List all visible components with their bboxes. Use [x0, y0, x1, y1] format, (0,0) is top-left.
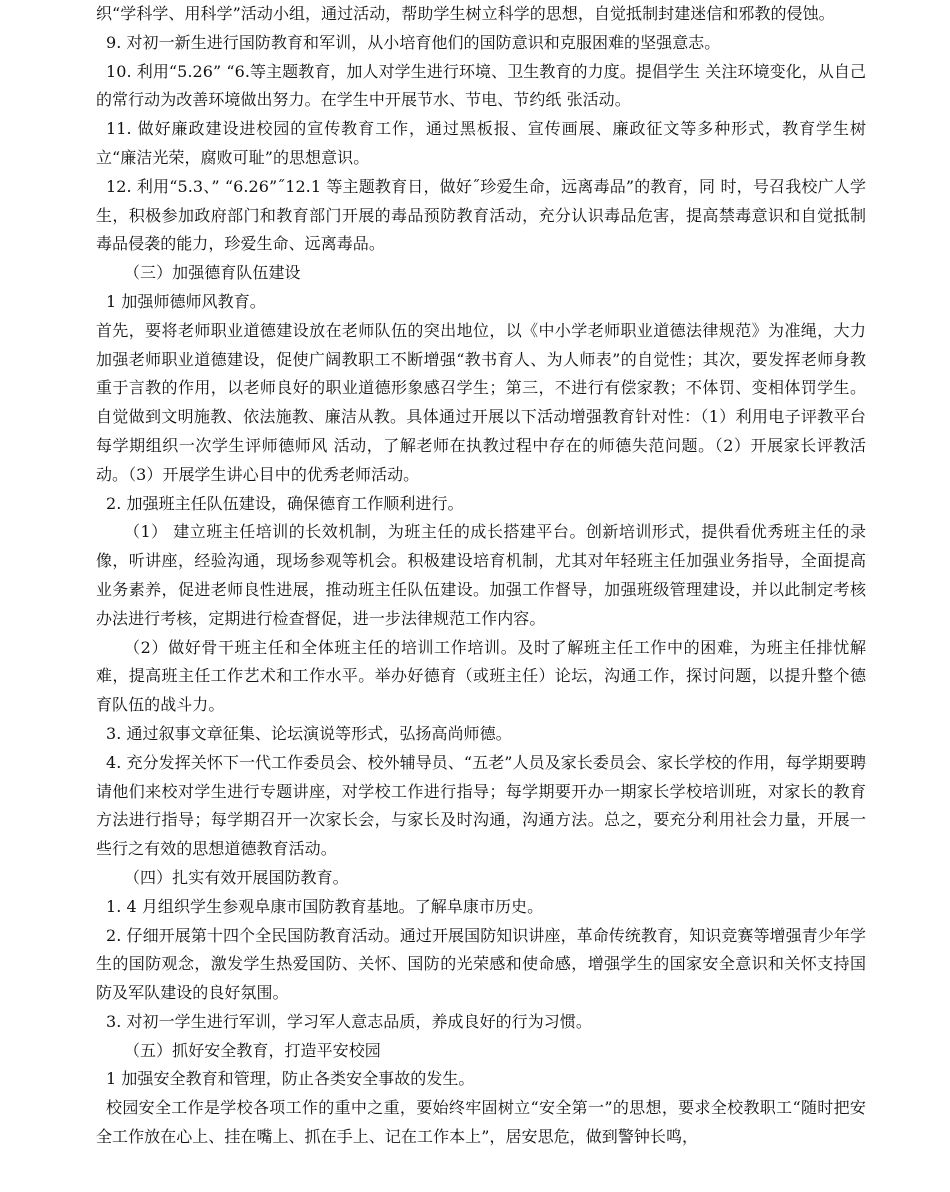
- section-heading: （四）扎实有效开展国防教育。: [124, 867, 349, 887]
- paragraph: 1 加强师德师风教育。: [106, 291, 266, 311]
- paragraph: 3. 通过叙事文章征集、论坛演说等形式，弘扬高尚师德。: [106, 723, 512, 743]
- paragraph: 4. 充分发挥关怀下一代工作委员会、校外辅导员、“五老”人员及家长委员会、家长学校的作用，每学期要聘请他们来校对学生进行专题讲座，对学校工作进行指导；每学期要开办一期家长学校培训班，对家长的教育方法进行指导；每学期召开一次家长会，与家长及时沟通，沟通方法。总之，要充分利用社会力量，开展一些行之有效的思想道德教育活动。: [96, 752, 866, 859]
- paragraph: 1. 4 月组织学生参观阜康市国防教育基地。了解阜康市历史。: [106, 896, 544, 916]
- section-heading: （五）抓好安全教育，打造平安校园: [124, 1040, 381, 1060]
- paragraph: 织“学科学、用科学”活动小组，通过活动，帮助学生树立科学的思想，自觉抵制封建迷信和邪教的侵蚀。: [96, 4, 835, 23]
- paragraph: 3. 对初一学生进行军训，学习军人意志品质，养成良好的行为习惯。: [106, 1011, 592, 1031]
- document-page: [96, 0, 866, 1152]
- paragraph: 12. 利用“5.3、” “6.26”˝12.1 等主题教育日，做好˝珍爱生命，远离毒品”的教育，同 时，号召我校广人学生，积极参加政府部门和教育部门开展的毒品预防教育活动，充分认识毒品危害，提高禁毒意识和自觉抵制毒品侵袭的能力，珍爱生命、远离毒品。: [96, 176, 866, 254]
- paragraph: 首先，要将老师职业道德建设放在老师队伍的突出地位，以《中小学老师职业道德法律规范》为准绳，大力加强老师职业道德建设，促使广阔教职工不断增强“教书育人、为人师表”的自觉性；其次，要发挥老师身教重于言教的作用，以老师良好的职业道德形象感召学生；第三，不进行有偿家教；不体罚、变相体罚学生。自觉做到文明施教、依法施教、廉洁从教。具体通过开展以下活动增强教育针对性：（1）利用电子评教平台每学期组织一次学生评师德师风 活动，了解老师在执教过程中存在的师德失范问题。（2）开展家长评教活动。（3）开展学生讲心目中的优秀老师活动。: [96, 320, 866, 484]
- paragraph: 1 加强安全教育和管理，防止各类安全事故的发生。: [106, 1069, 475, 1089]
- paragraph: 10. 利用“5.26” “6.等主题教育，加人对学生进行环境、卫生教育的力度。提倡学生 关注环境变化，从自己的常行动为改善环境做出努力。在学生中开展节水、节电、节约纸 张活动。: [96, 61, 866, 110]
- paragraph: 2. 加强班主任队伍建设，确保德育工作顺利进行。: [106, 493, 464, 513]
- paragraph: 校园安全工作是学校各项工作的重中之重，要始终牢固树立“安全第一”的思想，要求全校教职工“随时把安全工作放在心上、挂在嘴上、抓在手上、记在工作本上”，居安思危，做到警钟长鸣，: [96, 1098, 866, 1147]
- paragraph: （1） 建立班主任培训的长效机制，为班主任的成长搭建平台。创新培训形式，提供看优秀班主任的录像，听讲座，经验沟通，现场参观等机会。积极建设培育机制，尤其对年轻班主任加强业务指导，全面提高业务素养，促进老师良性进展，推动班主任队伍建设。加强工作督导，加强班级管理建设，并以此制定考核办法进行考核，定期进行检查督促，进一步法律规范工作内容。: [96, 522, 866, 628]
- paragraph: 11. 做好廉政建设进校园的宣传教育工作，通过黑板报、宣传画展、廉政征文等多种形式，教育学生树立“廉洁光荣，腐败可耻”的思想意识。: [96, 119, 866, 167]
- paragraph: （2）做好骨干班主任和全体班主任的培训工作培训。及时了解班主任工作中的困难，为班主任排忧解难，提高班主任工作艺术和工作水平。举办好德育（或班主任）论坛，沟通工作，探讨问题，以提升整个德育队伍的战斗力。: [96, 637, 866, 715]
- section-heading: （三）加强德育队伍建设: [124, 263, 301, 283]
- paragraph: 9. 对初一新生进行国防教育和军训，从小培育他们的国防意识和克服困难的坚强意志。: [106, 32, 721, 52]
- paragraph: 2. 仔细开展第十四个全民国防教育活动。通过开展国防知识讲座，革命传统教育，知识竞赛等增强青少年学生的国防观念，激发学生热爱国防、关怀、国防的光荣感和使命感，增强学生的国家安全意识和关怀支持国防及军队建设的良好氛围。: [96, 925, 866, 1003]
